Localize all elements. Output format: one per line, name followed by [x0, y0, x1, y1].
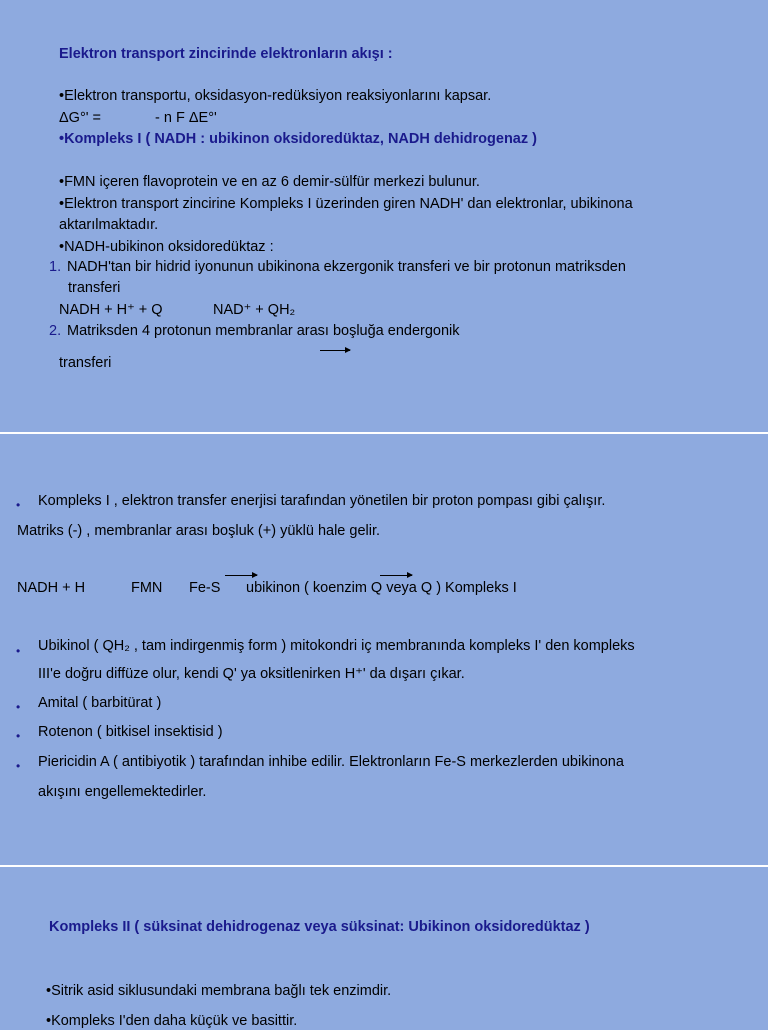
reaction-arrow-icon: [320, 350, 350, 351]
chain-arrow-1-icon: [225, 575, 257, 576]
chain-nadh: NADH + H: [17, 580, 86, 596]
item1-number: 1.: [49, 259, 62, 275]
slide2-line2: Matriks (-) , membranlar arası boşluk (+) yüklü hale gelir.: [17, 523, 381, 539]
slide2-bullet1: Kompleks I , elektron transfer enerjisi tarafından yönetilen bir proton pompası gibi çalışır.: [38, 493, 606, 509]
bullet-icon: •: [16, 700, 21, 714]
delta-g-formula: - n F ΔE°': [155, 110, 217, 126]
slide-3: [0, 867, 768, 1029]
slide2-bullet5-b: akışını engellemektedirler.: [38, 784, 207, 800]
fmn-line: •FMN içeren flavoprotein ve en az 6 demir-sülfür merkezi bulunur.: [59, 174, 480, 190]
chain-fes: Fe-S: [189, 580, 221, 596]
bullet-icon: •: [16, 644, 21, 658]
reaction-left: NADH + H⁺ + Q: [59, 302, 163, 318]
transport-line-a: •Elektron transport zincirine Kompleks I üzerinden giren NADH' dan elektronlar, ubikinona: [59, 196, 633, 212]
bullet-icon: •: [16, 759, 21, 773]
bullet-icon: •: [16, 498, 21, 512]
slide1-line1: •Elektron transportu, oksidasyon-redüksiyon reaksiyonlarını kapsar.: [59, 88, 492, 104]
slide3-line1: •Sitrik asid siklusundaki membrana bağlı tek enzimdir.: [46, 983, 392, 999]
slide2-bullet3: Amital ( barbitürat ): [38, 695, 162, 711]
chain-arrow-2-icon: [380, 575, 412, 576]
slide2-bullet2-b: III'e doğru diffüze olur, kendi Q' ya oksitlenirken H⁺' da dışarı çıkar.: [38, 666, 465, 682]
item1-text-a: NADH'tan bir hidrid iyonunun ubikinona ekzergonik transferi ve bir protonun matriksden: [67, 259, 626, 275]
delta-g-label: ΔG°' =: [59, 110, 102, 126]
slide-2: [0, 434, 768, 865]
chain-ubikinon: ubikinon ( koenzim Q veya Q ) Kompleks I: [246, 580, 517, 596]
slide-1: [0, 0, 768, 432]
slide3-line2: •Kompleks I'den daha küçük ve basittir.: [46, 1013, 298, 1029]
item2-text-b: transferi: [59, 355, 112, 371]
slide2-bullet5-a: Piericidin A ( antibiyotik ) tarafından inhibe edilir. Elektronların Fe-S merkezlerden ubikinona: [38, 754, 624, 770]
reaction-right: NAD⁺ + QH₂: [213, 302, 296, 318]
bullet-icon: •: [16, 729, 21, 743]
nadh-ubi-heading: •NADH-ubikinon oksidoredüktaz :: [59, 239, 274, 255]
chain-fmn: FMN: [131, 580, 163, 596]
transport-line-b: aktarılmaktadır.: [59, 217, 159, 233]
slide3-title: Kompleks II ( süksinat dehidrogenaz veya süksinat: Ubikinon oksidoredüktaz ): [49, 919, 590, 935]
item2-number: 2.: [49, 323, 62, 339]
item2-text-a: Matriksden 4 protonun membranlar arası boşluğa endergonik: [67, 323, 460, 339]
item1-text-b: transferi: [68, 280, 121, 296]
slide2-bullet2-a: Ubikinol ( QH₂ , tam indirgenmiş form ) mitokondri iç membranında kompleks I' den kompleks: [38, 638, 635, 654]
slide1-title: Elektron transport zincirinde elektronların akışı :: [59, 46, 393, 62]
slide2-bullet4: Rotenon ( bitkisel insektisid ): [38, 724, 223, 740]
kompleks1-heading: •Kompleks I ( NADH : ubikinon oksidoredüktaz, NADH dehidrogenaz ): [59, 131, 537, 147]
